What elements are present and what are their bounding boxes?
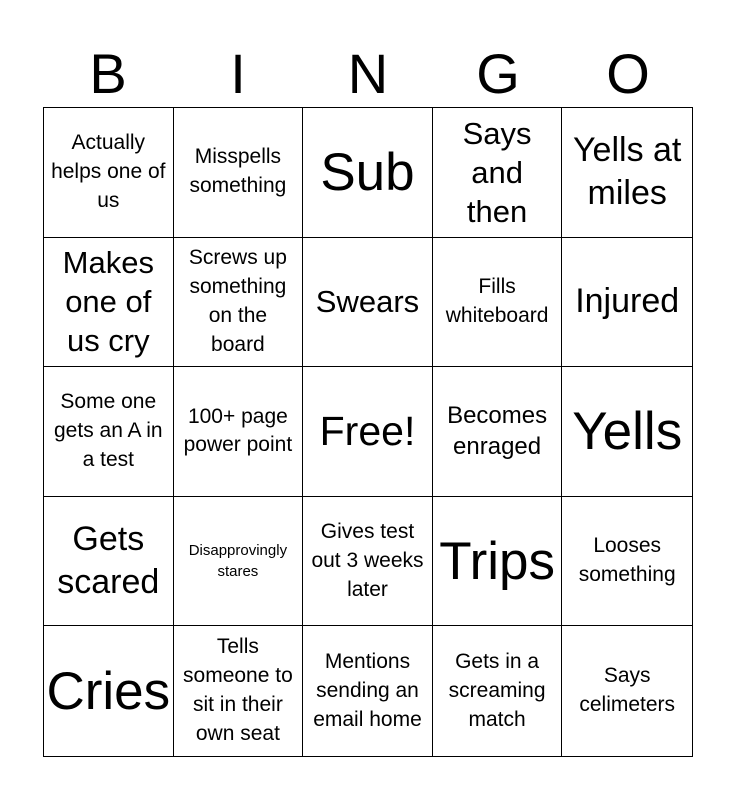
bingo-cell[interactable]: Looses something: [562, 497, 692, 627]
bingo-cell[interactable]: Gets in a screaming match: [433, 626, 563, 756]
bingo-cell[interactable]: Yells: [562, 367, 692, 497]
bingo-cell[interactable]: Misspells something: [174, 108, 304, 238]
bingo-cell[interactable]: Some one gets an A in a test: [44, 367, 174, 497]
bingo-cell[interactable]: Swears: [303, 238, 433, 368]
bingo-cell[interactable]: Trips: [433, 497, 563, 627]
bingo-cell[interactable]: Sub: [303, 108, 433, 238]
header-letter-b: B: [89, 42, 127, 105]
bingo-cell[interactable]: Cries: [44, 626, 174, 756]
bingo-cell[interactable]: Gets scared: [44, 497, 174, 627]
bingo-cell[interactable]: Says and then: [433, 108, 563, 238]
free-space[interactable]: Free!: [303, 367, 433, 497]
bingo-header: [43, 40, 693, 108]
bingo-cell[interactable]: Injured: [562, 238, 692, 368]
bingo-cell[interactable]: 100+ page power point: [174, 367, 304, 497]
bingo-cell[interactable]: Gives test out 3 weeks later: [303, 497, 433, 627]
header-letter-n: N: [347, 42, 389, 105]
bingo-cell[interactable]: Yells at miles: [562, 108, 692, 238]
bingo-cell[interactable]: Mentions sending an email home: [303, 626, 433, 756]
bingo-cell[interactable]: Makes one of us cry: [44, 238, 174, 368]
bingo-board: [43, 107, 693, 757]
bingo-cell[interactable]: Disapprovingly stares: [174, 497, 304, 627]
bingo-cell[interactable]: Tells someone to sit in their own seat: [174, 626, 304, 756]
header-letter-o: O: [606, 42, 650, 105]
bingo-cell[interactable]: Actually helps one of us: [44, 108, 174, 238]
header-letter-i: I: [230, 42, 246, 105]
bingo-cell[interactable]: Says celimeters: [579, 664, 676, 717]
bingo-cell[interactable]: Screws up something on the board: [174, 238, 304, 368]
bingo-cell[interactable]: Becomes enraged: [433, 367, 563, 497]
bingo-cell[interactable]: Fills whiteboard: [433, 238, 563, 368]
header-letter-g: G: [476, 42, 520, 105]
